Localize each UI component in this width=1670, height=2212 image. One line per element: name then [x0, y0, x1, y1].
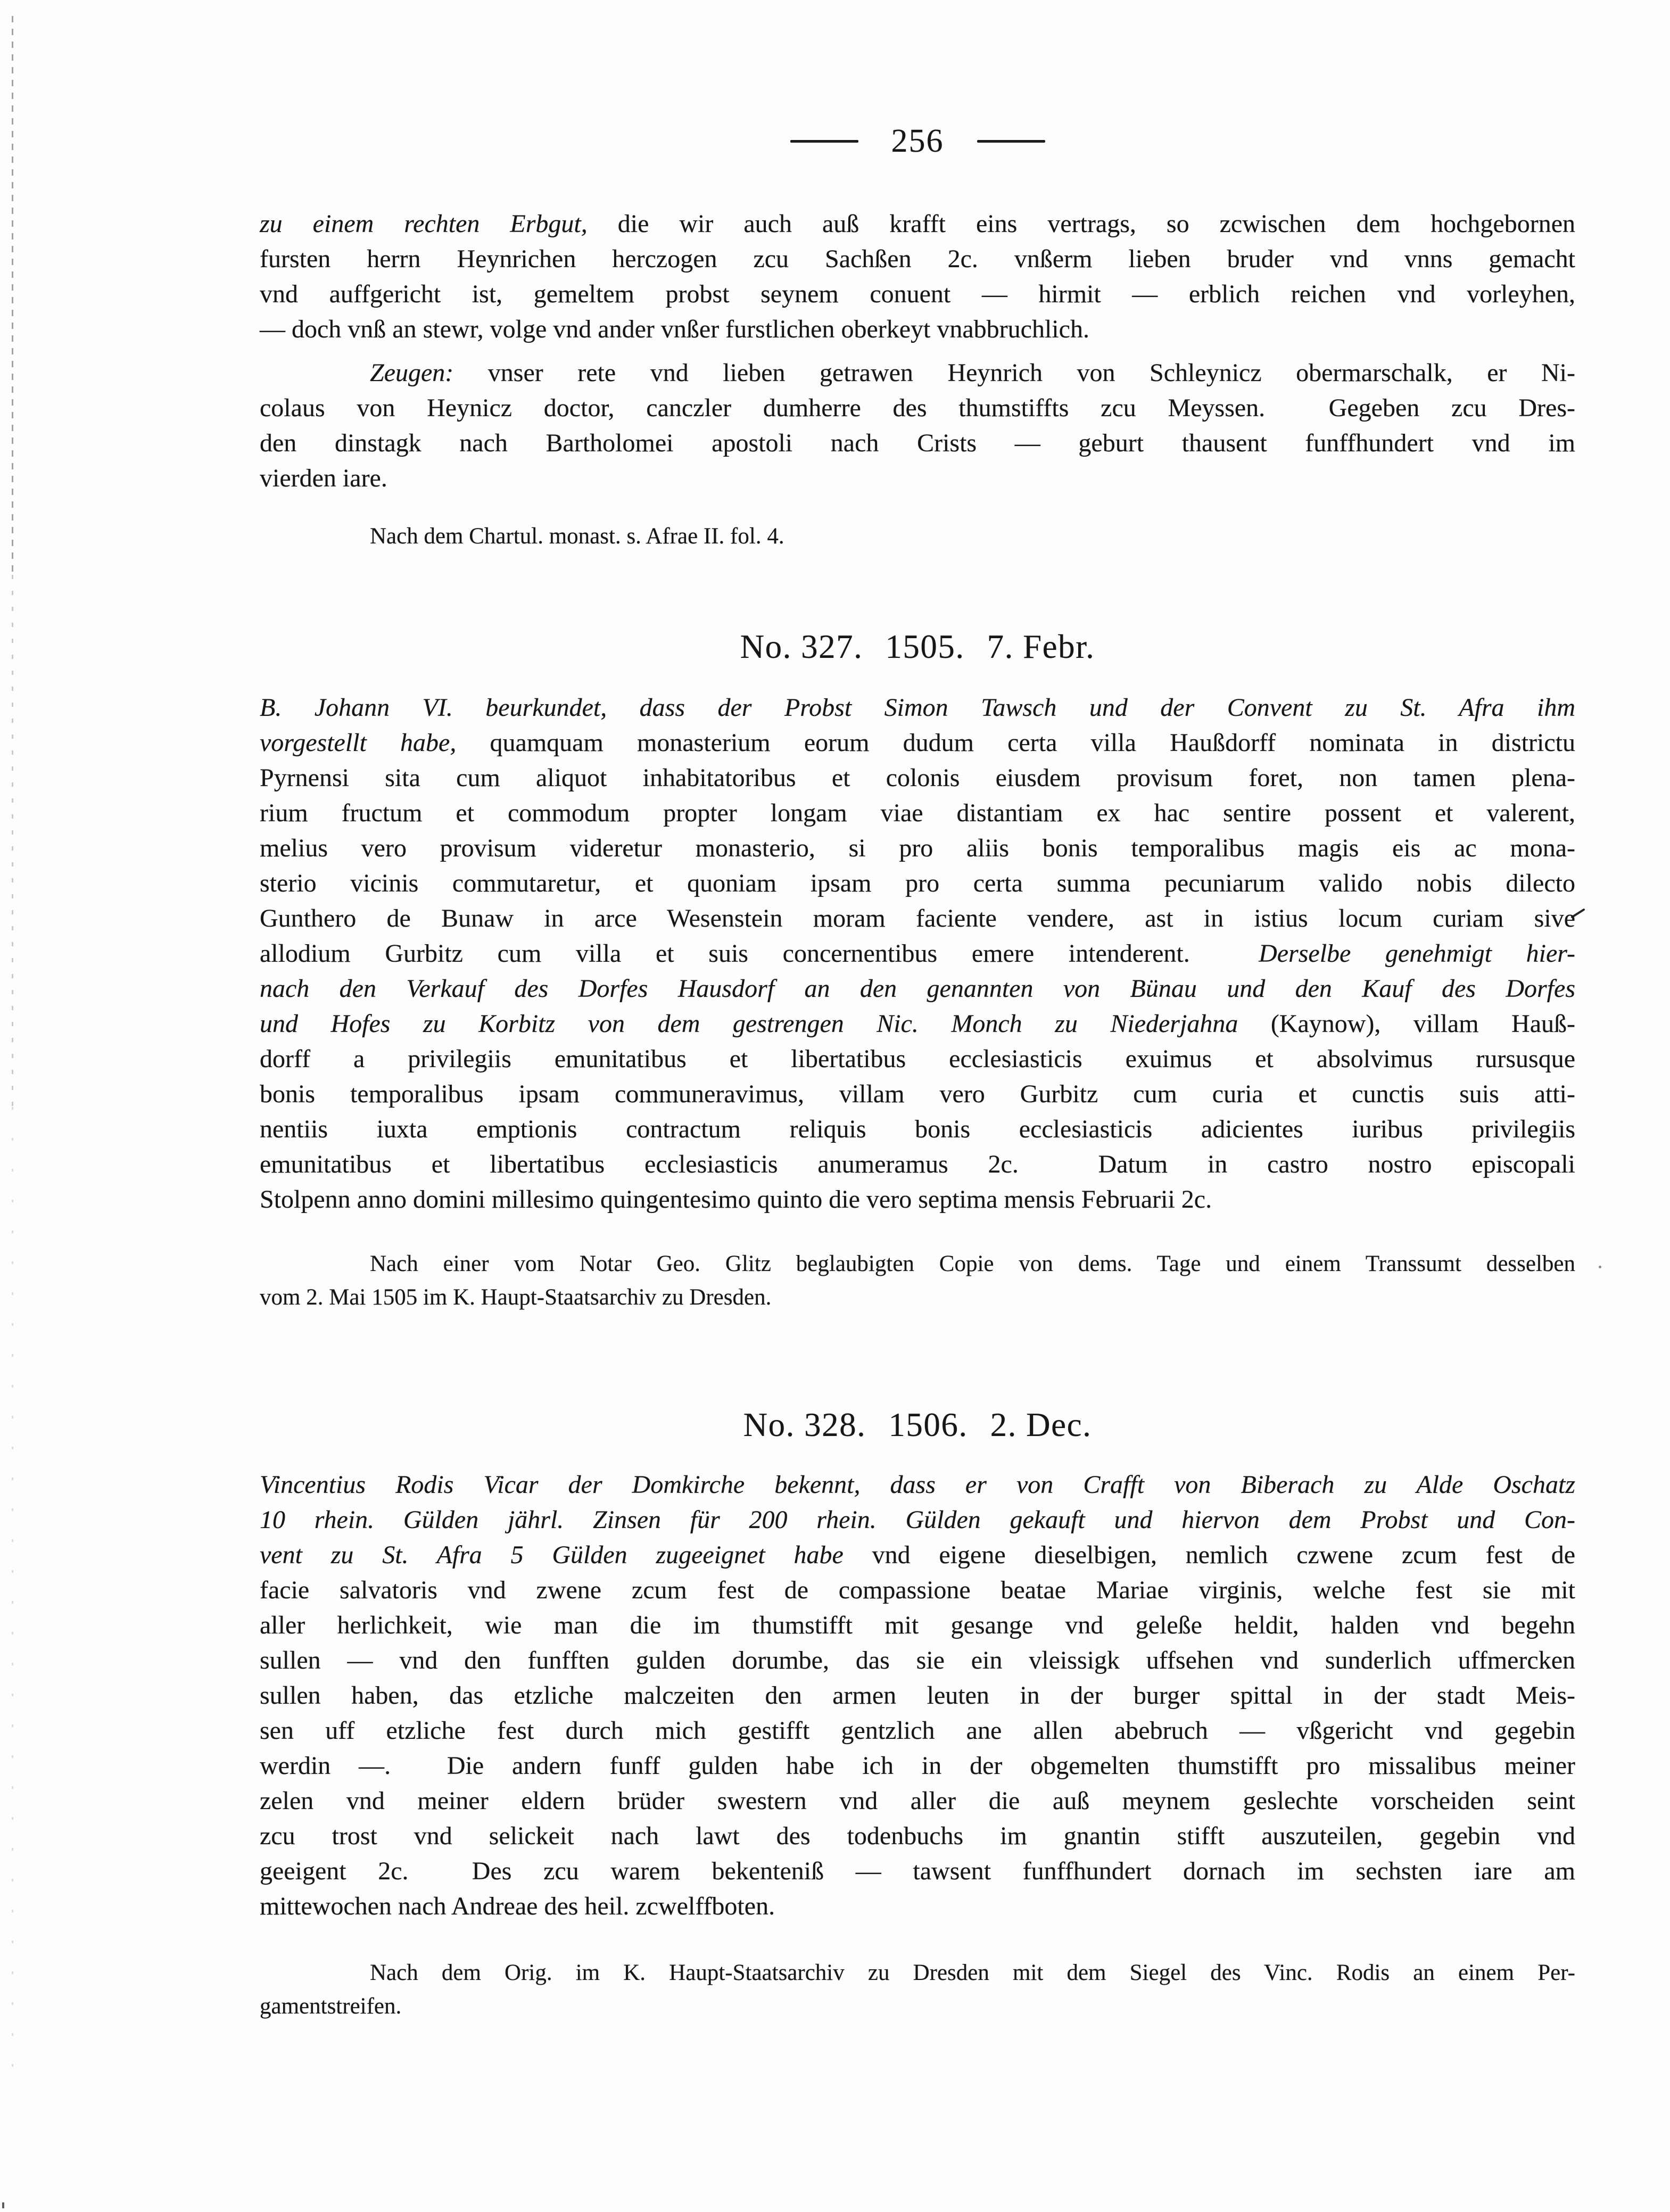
- text-line: [260, 1643, 1575, 1678]
- text-run: Zeugen:: [370, 359, 454, 387]
- text-line: [260, 725, 1575, 761]
- text-run: gamentstreifen.: [260, 1994, 402, 2019]
- text-line: [260, 1678, 1575, 1713]
- text-line: [260, 1784, 1575, 1819]
- text-run: Stolpenn anno domini millesimo quingentesimo quinto die vero septima mensis Februarii 2c.: [260, 1185, 1212, 1214]
- text-line: [260, 356, 1575, 391]
- text-line: [260, 1819, 1575, 1854]
- text-run: Gunthero de Bunaw in arce Wesenstein moram faciente vendere, ast in istius locum curiam sive: [260, 904, 1575, 932]
- text-block: [260, 0, 1575, 2023]
- text-run: vent zu St. Afra 5 Gülden zugeeignet habe: [260, 1541, 844, 1569]
- text-run: (Kaynow), villam Hauß-: [1270, 1010, 1575, 1038]
- text-run: B. Johann VI. beurkundet, dass der Probst Simon Tawsch und der Convent zu St. Afra ihm: [260, 694, 1575, 722]
- entry-heading-327: [260, 625, 1575, 668]
- text-run: Nach einer vom Notar Geo. Glitz beglaubigten Copie von dems. Tage und einem Transsumt desselben: [370, 1251, 1575, 1276]
- text-run: aller herlichkeit, wie man die im thumstifft mit gesange vnd geleße heldit, halden vnd begehn: [260, 1611, 1575, 1639]
- text-line: [260, 1182, 1575, 1217]
- text-run: geeigent 2c. Des zcu warem bekenteniß — tawsent funffhundert dornach im sechsten iare am: [260, 1857, 1575, 1885]
- text-run: den dinstagk nach Bartholomei apostoli nach Crists — geburt thausent funffhundert vnd im: [260, 429, 1575, 457]
- text-run: nach den Verkauf des Dorfes Hausdorf an den genannten von Bünau und den Kauf des Dorfes: [260, 975, 1575, 1003]
- text-run: Pyrnensi sita cum aliquot inhabitatoribus et colonis eiusdem provisum foret, non tamen plena-: [260, 764, 1575, 792]
- text-run: werdin —. Die andern funff gulden habe ich in der obgemelten thumstifft pro missalibus meiner: [260, 1752, 1575, 1780]
- paragraph-entry-328: [260, 1467, 1575, 1924]
- text-run: sen uff etzliche fest durch mich gestifft gentzlich ane allen abebruch — vßgericht vnd gegebin: [260, 1716, 1575, 1745]
- scan-artifact-left-edge-line: [12, 1107, 13, 2086]
- text-line: [260, 1538, 1575, 1573]
- text-run: vorgestellt habe,: [260, 729, 457, 757]
- text-line: [260, 312, 1575, 347]
- text-line: [260, 1748, 1575, 1784]
- text-line: [260, 831, 1575, 866]
- text-run: vnd eigene dieselbigen, nemlich czwene zcum fest de: [843, 1541, 1576, 1569]
- text-line: [260, 519, 1575, 553]
- text-run: facie salvatoris vnd zwene zcum fest de compassione beatae Mariae virginis, welche fest sie mit: [260, 1576, 1575, 1604]
- text-line: [260, 1147, 1575, 1182]
- page-number-rule-left: [790, 140, 858, 143]
- source-note-prev-entry: [260, 519, 1575, 553]
- text-run: vnd auffgericht ist, gemeltem probst seynem conuent — hirmit — erblich reichen vnd vorleyhen,: [260, 280, 1575, 308]
- paragraph-witnesses: [260, 356, 1575, 496]
- text-line: [260, 901, 1575, 936]
- text-run: mittewochen nach Andreae des heil. zcwelffboten.: [260, 1892, 775, 1920]
- text-run: Nach dem Orig. im K. Haupt-Staatsarchiv zu Dresden mit dem Siegel des Vinc. Rodis an einem Per-: [370, 1960, 1575, 1985]
- text-run: sterio vicinis commutaretur, et quoniam ipsam pro certa summa pecuniarum valido nobis dilecto: [260, 869, 1575, 897]
- text-line: [260, 1713, 1575, 1748]
- text-run: allodium Gurbitz cum villa et suis concernentibus emere intenderent.: [260, 939, 1259, 968]
- entry-date: 2. Dec.: [990, 1406, 1092, 1443]
- text-run: nentiis iuxta emptionis contractum reliquis bonis ecclesiasticis adicientes iuribus privilegiis: [260, 1115, 1575, 1143]
- entry-number: No. 328.: [743, 1406, 866, 1443]
- text-line: [260, 1467, 1575, 1503]
- text-line: [260, 1042, 1575, 1077]
- text-line: [260, 1112, 1575, 1147]
- text-line: [260, 1889, 1575, 1924]
- text-line: [260, 207, 1575, 242]
- text-line: [260, 426, 1575, 461]
- source-note-entry-327: [260, 1247, 1575, 1314]
- text-run: quamquam monasterium eorum dudum certa villa Haußdorff nominata in districtu: [456, 729, 1576, 757]
- text-line: [260, 1990, 1575, 2023]
- page-header: [260, 120, 1575, 162]
- text-run: sullen haben, das etzliche malczeiten den armen leuten in der burger spittal in der stadt Meis-: [260, 1681, 1575, 1710]
- text-line: [260, 1854, 1575, 1889]
- text-line: [260, 1077, 1575, 1112]
- source-note-entry-328: [260, 1956, 1575, 2023]
- scan-artifact-left-edge-line: [12, 575, 13, 1107]
- entry-heading-328: [260, 1404, 1575, 1446]
- text-run: colaus von Heynicz doctor, canczler dumherre des thumstiffts zcu Meyssen. Gegeben zcu Dres-: [260, 394, 1575, 422]
- text-line: [260, 391, 1575, 426]
- text-line: [260, 1281, 1575, 1314]
- text-run: emunitatibus et libertatibus ecclesiasticis anumeramus 2c. Datum in castro nostro episcopali: [260, 1150, 1575, 1178]
- text-run: — doch vnß an stewr, volge vnd ander vnßer furstlichen oberkeyt vnabbruchlich.: [260, 315, 1089, 343]
- entry-year: 1505.: [885, 628, 965, 665]
- text-run: zcu trost vnd selickeit nach lawt des todenbuchs im gnantin stifft auszuteilen, gegebin vnd: [260, 1822, 1575, 1850]
- text-line: [260, 1608, 1575, 1643]
- text-run: zu einem rechten Erbgut,: [260, 210, 588, 238]
- text-line: [260, 690, 1575, 725]
- entry-year: 1506.: [888, 1406, 968, 1443]
- text-line: [260, 1006, 1575, 1042]
- paragraph-entry-327: [260, 690, 1575, 1217]
- text-line: [260, 1956, 1575, 1990]
- scan-artifact-left-edge-line: [12, 16, 13, 575]
- text-line: [260, 277, 1575, 312]
- text-run: melius vero provisum videretur monasterio, si pro aliis bonis temporalibus magis eis ac mona-: [260, 834, 1575, 862]
- scan-artifact-speck: [1599, 1266, 1601, 1268]
- page-number: 256: [891, 123, 944, 159]
- page-number-rule-right: [977, 140, 1045, 143]
- text-run: dorff a privilegiis emunitatibus et libertatibus ecclesiasticis exuimus et absolvimus rursusque: [260, 1045, 1575, 1073]
- text-line: [260, 936, 1575, 971]
- scan-artifact-speck: [2, 2202, 4, 2208]
- text-run: 10 rhein. Gülden jährl. Zinsen für 200 rhein. Gülden gekauft und hiervon dem Probst und Con-: [260, 1506, 1575, 1534]
- text-run: zelen vnd meiner eldern brüder swestern vnd aller die auß meynem geslechte vorscheiden seint: [260, 1787, 1575, 1815]
- text-run: sullen — vnd den funfften gulden dorumbe, das sie ein vleissigk uffsehen vnd sunderlich uffmercken: [260, 1646, 1575, 1674]
- text-line: [260, 461, 1575, 496]
- text-run: vierden iare.: [260, 464, 387, 492]
- text-line: [260, 761, 1575, 796]
- text-run: rium fructum et commodum propter longam viae distantiam ex hac sentire possent et valerent,: [260, 799, 1575, 827]
- text-line: [260, 796, 1575, 831]
- text-line: [260, 1247, 1575, 1281]
- text-run: Vincentius Rodis Vicar der Domkirche bekennt, dass er von Crafft von Biberach zu Alde Oschatz: [260, 1471, 1575, 1499]
- text-line: [260, 1573, 1575, 1608]
- text-line: [260, 866, 1575, 901]
- text-line: [260, 1503, 1575, 1538]
- text-run: bonis temporalibus ipsam communeravimus, villam vero Gurbitz cum curia et cunctis suis atti-: [260, 1080, 1575, 1108]
- text-run: Derselbe genehmigt hier-: [1259, 939, 1576, 968]
- text-run: Nach dem Chartul. monast. s. Afrae II. fol. 4.: [370, 524, 784, 549]
- text-run: vom 2. Mai 1505 im K. Haupt-Staatsarchiv zu Dresden.: [260, 1285, 772, 1310]
- paragraph-continuation-prev-entry: [260, 207, 1575, 347]
- text-line: [260, 971, 1575, 1006]
- text-run: fursten herrn Heynrichen herczogen zcu Sachßen 2c. vnßerm lieben bruder vnd vnns gemacht: [260, 245, 1575, 273]
- entry-number: No. 327.: [740, 628, 863, 665]
- text-line: [260, 242, 1575, 277]
- text-run: vnser rete vnd lieben getrawen Heynrich von Schleynicz obermarschalk, er Ni-: [453, 359, 1575, 387]
- text-run: und Hofes zu Korbitz von dem gestrengen Nic. Monch zu Niederjahna: [260, 1010, 1271, 1038]
- entry-date: 7. Febr.: [987, 628, 1095, 665]
- text-run: die wir auch auß krafft eins vertrags, so zcwischen dem hochgebornen: [587, 210, 1576, 238]
